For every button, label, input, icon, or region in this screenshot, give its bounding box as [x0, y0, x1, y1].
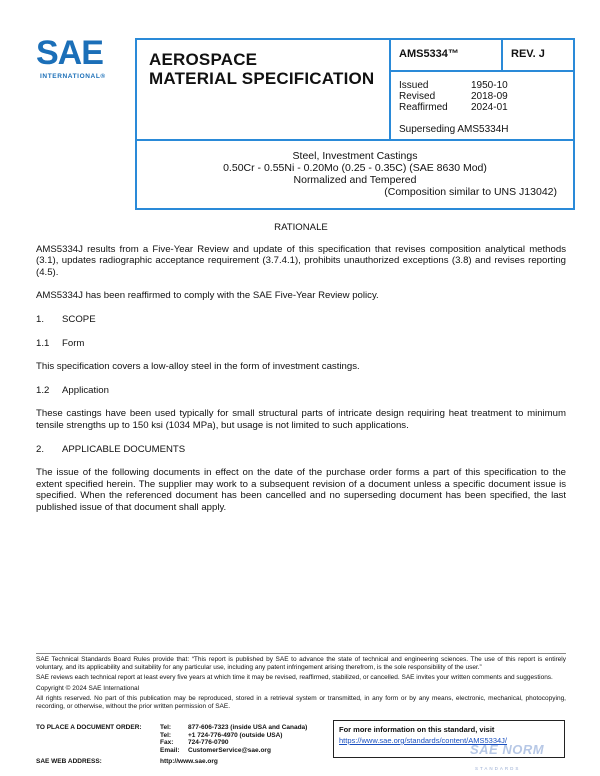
sae-logo — [36, 36, 122, 82]
contact-row — [160, 747, 330, 755]
section-number: 1.2 — [36, 384, 50, 396]
footer-legal — [36, 656, 566, 713]
section-title: Application — [62, 384, 109, 396]
spec-subject — [137, 150, 573, 198]
contact-list — [160, 724, 330, 754]
contact-label: Tel: — [160, 724, 172, 731]
order-label: TO PLACE A DOCUMENT ORDER: — [36, 724, 142, 731]
footer-divider — [36, 653, 566, 654]
date-value: 2018-09 — [471, 91, 508, 102]
web-address-label: SAE WEB ADDRESS: — [36, 758, 102, 765]
contact-value: 877-606-7323 (inside USA and Canada) — [188, 724, 308, 731]
paragraph: AMS5334J results from a Five-Year Review and update of this specification that revises composition analytical methods (3.1), updates radiographic acceptance requirement (3.7.4.1), prohibits unauthorized exceptions (3.8) and revises reporting (4.5). — [36, 243, 566, 278]
contact-label: Email: — [160, 746, 180, 754]
date-label: Issued — [399, 80, 429, 91]
page-title — [149, 50, 374, 88]
watermark: SAE NORM — [470, 742, 545, 757]
section-title: SCOPE — [62, 313, 96, 325]
date-value: 2024-01 — [471, 102, 508, 113]
divider — [389, 70, 575, 72]
superseding-note: Superseding AMS5334H — [399, 124, 509, 135]
more-info-title: For more information on this standard, visit — [339, 725, 495, 734]
section-heading-form — [36, 338, 566, 350]
spec-header — [135, 38, 575, 210]
title-line1: AEROSPACE — [149, 50, 258, 69]
contact-value: +1 724-776-4970 (outside USA) — [188, 731, 283, 739]
footer-paragraph: SAE Technical Standards Board Rules provide that: “This report is published by SAE to advance the state of technical and engineering sciences. The use of this report is entirely voluntary, and its applicability and suitability for any particular use, including any patent infringement arising therefrom, is the sole responsibility of the user.” — [36, 656, 566, 671]
paragraph: The issue of the following documents in effect on the date of the purchase order forms a part of this specification to the extent specified herein. The supplier may work to a subsequent revision of a document unless a specific document issue is specified. When the referenced document has been cancelled and no superseding document has been specified, the last published issue of that document shall apply. — [36, 467, 566, 513]
section-heading-applicable-documents — [36, 444, 566, 456]
subject-line: Normalized and Tempered — [293, 174, 417, 186]
contact-label: Tel: — [160, 731, 172, 739]
date-row — [399, 80, 508, 91]
date-row — [399, 91, 508, 102]
web-address-link[interactable]: http://www.sae.org — [160, 758, 218, 765]
rationale-heading: RATIONALE — [274, 222, 328, 233]
revision-label: REV. J — [511, 48, 545, 60]
footer-paragraph: SAE reviews each technical report at least every five years at which time it may be revised, reaffirmed, stabilized, or cancelled. SAE invites your written comments and suggestions. — [36, 674, 553, 681]
document-body — [36, 222, 566, 526]
date-value: 1950-10 — [471, 80, 508, 91]
paragraph: AMS5334J has been reaffirmed to comply with the SAE Five-Year Review policy. — [36, 290, 379, 302]
date-row — [399, 102, 508, 113]
title-line2: MATERIAL SPECIFICATION — [149, 69, 375, 88]
section-heading-application — [36, 385, 566, 397]
document-number: AMS5334™ — [399, 48, 459, 60]
contact-value: 724-776-0790 — [188, 739, 229, 747]
section-title: Form — [62, 337, 85, 349]
contact-label: Fax: — [160, 739, 174, 747]
watermark-sub: STANDARDS — [475, 766, 521, 771]
subject-line: 0.50Cr - 0.55Ni - 0.20Mo (0.25 - 0.35C) (SAE 8630 Mod) — [223, 162, 487, 174]
date-history — [399, 80, 508, 113]
divider — [501, 40, 503, 72]
section-number: 2. — [36, 443, 45, 455]
date-label: Reaffirmed — [399, 102, 448, 113]
contact-row — [160, 739, 330, 747]
copyright: Copyright © 2024 SAE International — [36, 684, 140, 692]
subject-line: Steel, Investment Castings — [292, 150, 418, 162]
section-title: APPLICABLE DOCUMENTS — [62, 443, 186, 455]
footer-paragraph: All rights reserved. No part of this publication may be reproduced, stored in a retrieval system or transmitted, in any form or by any means, electronic, mechanical, photocopying, recording, or otherwise, without the prior written permission of SAE. — [36, 695, 566, 710]
contact-row — [160, 732, 330, 740]
paragraph: These castings have been used typically for small structural parts of intricate design requiring heat treatment to minimum tensile strengths up to 150 ksi (1034 MPa), but usage is not limited to such applications. — [36, 408, 566, 431]
contact-row — [160, 724, 330, 732]
divider — [137, 139, 573, 141]
logo-subtitle: INTERNATIONAL® — [40, 73, 106, 80]
section-number: 1.1 — [36, 337, 50, 349]
section-number: 1. — [36, 313, 45, 325]
subject-line: (Composition similar to UNS J13042) — [384, 186, 557, 198]
date-label: Revised — [399, 91, 436, 102]
paragraph: This specification covers a low-alloy steel in the form of investment castings. — [36, 361, 360, 373]
contact-email[interactable]: CustomerService@sae.org — [188, 746, 271, 754]
logo-mark: SAE — [36, 34, 103, 72]
section-heading-scope — [36, 314, 566, 326]
standard-link[interactable]: https://www.sae.org/standards/content/AMS5334J/ — [339, 736, 508, 745]
divider — [389, 40, 391, 141]
